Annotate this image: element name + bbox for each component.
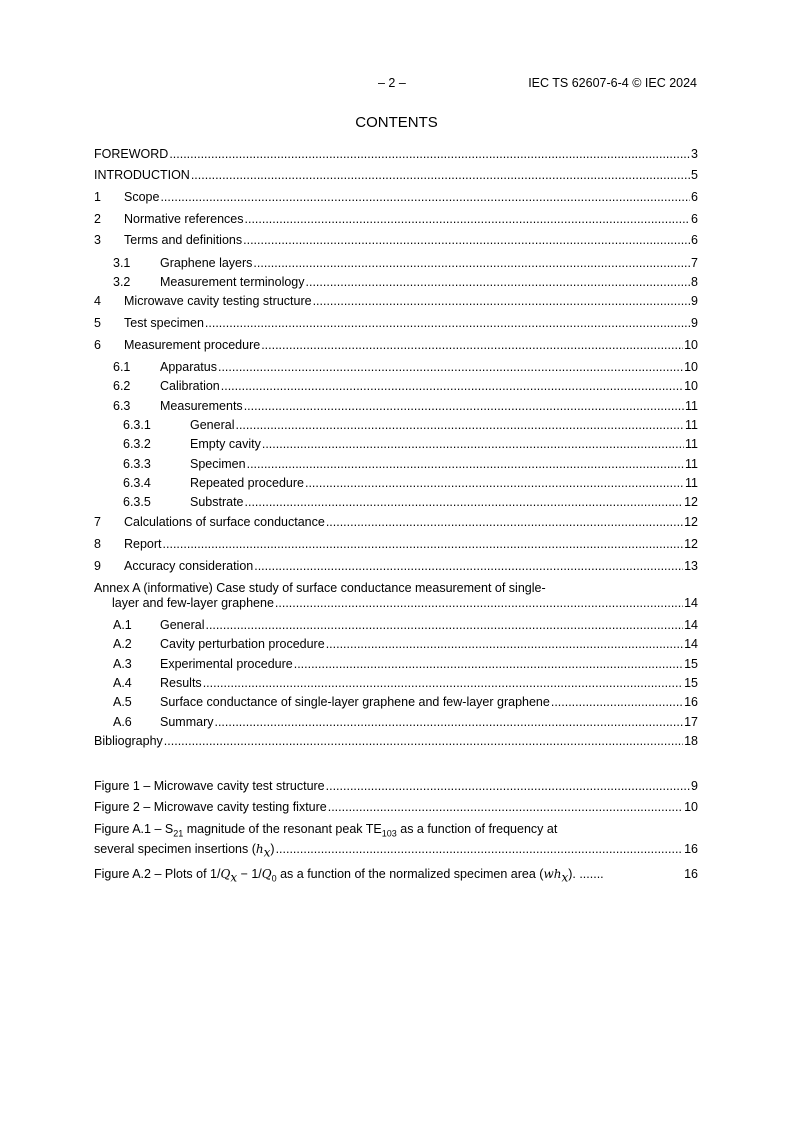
toc-entry-1[interactable]: 1 Scope ..... 6 — [94, 190, 698, 206]
toc-entry-a-5[interactable]: A.5 Surface conductance of single-layer graphene and few-layer graphene ..... 16 — [113, 695, 698, 711]
toc-entry-3-1[interactable]: 3.1 Graphene layers ..... 7 — [113, 256, 698, 272]
toc-entry-4[interactable]: 4 Microwave cavity testing structure ..... 9 — [94, 294, 698, 310]
toc-entry-a-3[interactable]: A.3 Experimental procedure ..... 15 — [113, 657, 698, 673]
toc-entry-6-3-1[interactable]: 6.3.1 General ..... 11 — [123, 418, 698, 434]
figure-entry-1[interactable]: Figure 1 – Microwave cavity test structure ..... 9 — [94, 779, 698, 795]
toc-entry-foreword[interactable]: FOREWORD ..... 3 — [94, 147, 698, 163]
toc-entry-a-6[interactable]: A.6 Summary ..... 17 — [113, 715, 698, 731]
toc-entry-a-1[interactable]: A.1 General ..... 14 — [113, 618, 698, 634]
toc-entry-a-2[interactable]: A.2 Cavity perturbation procedure ..... 14 — [113, 637, 698, 653]
toc-entry-5[interactable]: 5 Test specimen ..... 9 — [94, 316, 698, 332]
toc-entry-6-2[interactable]: 6.2 Calibration ..... 10 — [113, 379, 698, 395]
toc-entry-9[interactable]: 9 Accuracy consideration ..... 13 — [94, 559, 698, 575]
toc-entry-8[interactable]: 8 Report ..... 12 — [94, 537, 698, 553]
toc-entry-introduction[interactable]: INTRODUCTION ..... 5 — [94, 168, 698, 184]
toc-entry-6[interactable]: 6 Measurement procedure ..... 10 — [94, 338, 698, 354]
toc-entry-6-3-3[interactable]: 6.3.3 Specimen ..... 11 — [123, 457, 698, 473]
toc-entry-3-2[interactable]: 3.2 Measurement terminology ..... 8 — [113, 275, 698, 291]
page-header — [0, 76, 793, 92]
toc-entry-3[interactable]: 3 Terms and definitions ..... 6 — [94, 233, 698, 249]
figure-entry-2[interactable]: Figure 2 – Microwave cavity testing fixture ..... 10 — [94, 800, 698, 816]
figure-entry-a-1[interactable]: several specimen insertions $(h_x)$ ..... 16 — [94, 842, 698, 858]
figure-entry-a-2[interactable]: Figure A.2 – Plots of $1/Q_x - 1/Q_0$ as a function of the normalized specimen area $(wh_x)$. ....... 16 — [94, 867, 698, 885]
page-number: – 2 – — [378, 76, 406, 90]
toc-entry-annex-a-title[interactable]: Annex A (informative) Case study of surface conductance measurement of single- — [94, 581, 546, 595]
toc-entry-6-3[interactable]: 6.3 Measurements ..... 11 — [113, 399, 698, 415]
figure-entry-a-1-title[interactable]: Figure $A.1 - S_{21}$ magnitude of the resonant peak $TE_{103}$ as a function of frequency at — [94, 822, 558, 839]
contents-title: CONTENTS — [355, 114, 438, 131]
toc-entry-annex-a[interactable]: layer and few-layer graphene ..... 14 — [112, 596, 698, 612]
toc-entry-6-1[interactable]: 6.1 Apparatus ..... 10 — [113, 360, 698, 376]
toc-entry-bibliography[interactable]: Bibliography ..... 18 — [94, 734, 698, 750]
toc-entry-6-3-5[interactable]: 6.3.5 Substrate ..... 12 — [123, 495, 698, 511]
toc-entry-6-3-2[interactable]: 6.3.2 Empty cavity ..... 11 — [123, 437, 698, 453]
toc-entry-2[interactable]: 2 Normative references ..... 6 — [94, 212, 698, 228]
toc-entry-7[interactable]: 7 Calculations of surface conductance ..... 12 — [94, 515, 698, 531]
toc-entry-a-4[interactable]: A.4 Results ..... 15 — [113, 676, 698, 692]
document-id: IEC TS 62607-6-4 © IEC 2024 — [528, 76, 697, 90]
toc-entry-6-3-4[interactable]: 6.3.4 Repeated procedure ..... 11 — [123, 476, 698, 492]
